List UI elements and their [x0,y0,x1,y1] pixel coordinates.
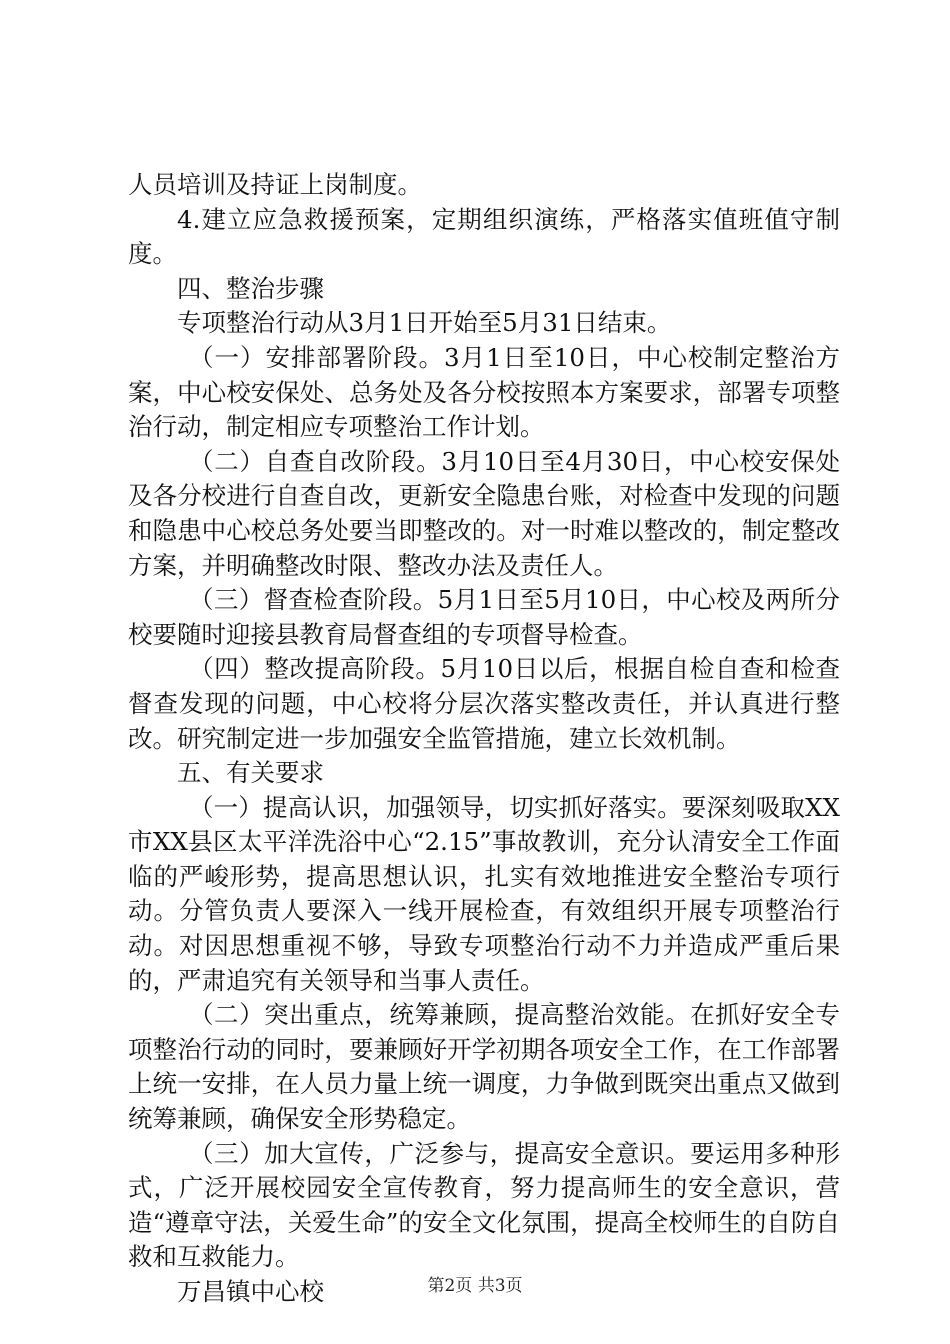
document-body [128,168,840,1310]
section-heading: 四、整治步骤 [177,273,324,303]
paragraph: 4.建立应急救援预案，定期组织演练，严格落实值班值守制度。 [128,204,840,269]
signature-line: 万昌镇中心校 [177,1277,324,1306]
paragraph: （三）加大宣传，广泛参与，提高安全意识。要运用多种形式，广泛开展校园安全宣传教育，努力提高师生的安全意识，营造“遵章守法，关爱生命”的安全文化氛围，提高全校师生的自防自救和互救能力。 [128,1138,840,1272]
page-number-footer: 第2页 共3页 [427,1276,523,1296]
paragraph: （一）安排部署阶段。3月1日至10日，中心校制定整治方案，中心校安保处、总务处及各分校按照本方案要求，部署专项整治行动，制定相应专项整治工作计划。 [128,342,840,442]
paragraph: （一）提高认识，加强领导，切实抓好落实。要深刻吸取XX市XX县区太平洋洗浴中心“2.15”事故教训，充分认清安全工作面临的严峻形势，提高思想认识，扎实有效地推进安全整治专项行动。分管负责人要深入一线开展检查，有效组织开展专项整治行动。对因思想重视不够，导致专项整治行动不力并造成严重后果的，严肃追究有关领导和当事人责任。 [128,792,840,995]
paragraph: （二）自查自改阶段。3月10日至4月30日，中心校安保处及各分校进行自查自改，更新安全隐患台账，对检查中发现的问题和隐患中心校总务处要当即整改的。对一时难以整改的，制定整改方案，并明确整改时限、整改办法及责任人。 [128,446,840,580]
section-heading: 五、有关要求 [177,758,324,788]
paragraph: （四）整改提高阶段。5月10日以后，根据自检自查和检查督查发现的问题，中心校将分层次落实整改责任，并认真进行整改。研究制定进一步加强安全监管措施，建立长效机制。 [128,654,840,753]
paragraph: 专项整治行动从3月1日开始至5月31日结束。 [177,308,672,338]
paragraph: （三）督查检查阶段。5月1日至5月10日，中心校及两所分校要随时迎接县教育局督查组的专项督导检查。 [128,585,840,649]
paragraph: （二）突出重点，统筹兼顾，提高整治效能。在抓好安全专项整治行动的同时，要兼顾好开学初期各项安全工作，在工作部署上统一安排，在人员力量上统一调度，力争做到既突出重点又做到统筹兼顾，确保安全形势稳定。 [128,1000,840,1134]
paragraph: 人员培训及持证上岗制度。 [128,170,422,199]
